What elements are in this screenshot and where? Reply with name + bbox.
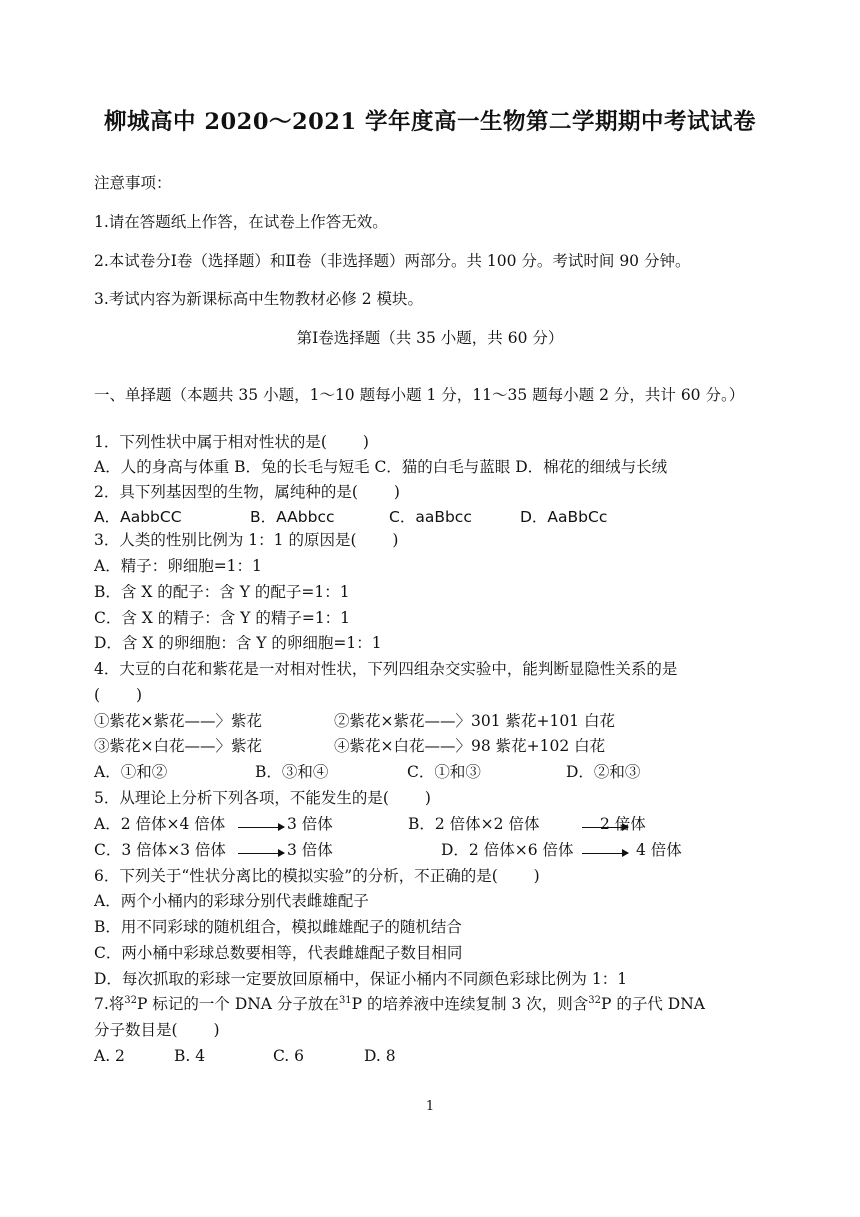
q7-sup-1: 32 <box>124 995 138 1006</box>
q7-text-3: P 的培养液中连续复制 3 次，则含 <box>351 995 589 1013</box>
exam-title: 柳城高中 2020～2021 学年度高一生物第二学期期中考试试卷 <box>104 109 756 135</box>
q3-option-d: D．含 X 的卵细胞：含 Y 的卵细胞=1：1 <box>94 634 382 652</box>
q6-option-b: B．用不同彩球的随机组合，模拟雌雄配子的随机结合 <box>94 918 462 936</box>
q4-option-c: C．①和③ <box>407 763 481 781</box>
q7-text-4: P 的子代 DNA <box>600 995 705 1013</box>
q5-option-c-right: 3 倍体 <box>287 841 333 859</box>
q2-stem: 2．具下列基因型的生物，属纯种的是( ) <box>94 483 400 501</box>
q3-option-c: C．含 X 的精子：含 Y 的精子=1：1 <box>94 609 351 627</box>
q4-cross-3: ③紫花×白花——〉紫花 <box>94 737 262 755</box>
q4-option-b: B．③和④ <box>255 763 329 781</box>
q3-stem: 3．人类的性别比例为 1：1 的原因是( ) <box>94 531 399 549</box>
q6-option-c: C．两小桶中彩球总数要相等，代表雌雄配子数目相同 <box>94 944 463 962</box>
q7-option-c: C. 6 <box>273 1047 305 1065</box>
q5-option-d-left: D．2 倍体×6 倍体 <box>441 841 574 859</box>
q5-option-c-left: C．3 倍体×3 倍体 <box>94 841 226 859</box>
q5-d-arrow-icon <box>582 853 628 854</box>
q4-cross-1: ①紫花×紫花——〉紫花 <box>94 712 262 730</box>
q7-option-d: D. 8 <box>364 1047 396 1065</box>
page-number: 1 <box>425 1099 435 1114</box>
q3-option-a: A．精子：卵细胞=1：1 <box>94 557 262 575</box>
q4-stem: 4．大豆的白花和紫花是一对相对性状，下列四组杂交实验中，能判断显隐性关系的是 <box>94 660 678 678</box>
q5-option-d-right: 4 倍体 <box>636 841 682 859</box>
q2-option-b: B．AAbbcc <box>250 508 335 526</box>
q6-option-d: D．每次抓取的彩球一定要放回原桶中，保证小桶内不同颜色彩球比例为 1：1 <box>94 970 628 988</box>
section-title: 一、单择题（本题共 35 小题，1～10 题每小题 1 分，11～35 题每小题 2 分，共计 60 分。） <box>94 386 745 404</box>
q5-option-b-right: 2 倍体 <box>600 815 646 833</box>
q6-option-a: A．两个小桶内的彩球分别代表雌雄配子 <box>94 892 369 910</box>
q2-option-d: D．AaBbCc <box>520 508 608 526</box>
q1-stem: 1．下列性状中属于相对性状的是( ) <box>94 433 369 451</box>
part-title: 第Ⅰ卷选择题（共 35 小题，共 60 分） <box>296 329 564 347</box>
q5-stem: 5．从理论上分析下列各项，不能发生的是( ) <box>94 789 431 807</box>
q7-stem-line-2: 分子数目是( ) <box>94 1021 220 1039</box>
q4-option-d: D．②和③ <box>566 763 641 781</box>
q2-option-c: C．aaBbcc <box>389 508 472 526</box>
q4-option-a: A．①和② <box>94 763 168 781</box>
q5-a-arrow-icon <box>238 827 284 828</box>
notice-item-1: 1.请在答题纸上作答，在试卷上作答无效。 <box>94 213 388 231</box>
q4-cross-4: ④紫花×白花——〉98 紫花+102 白花 <box>334 737 606 755</box>
q7-sup-3: 32 <box>588 995 601 1006</box>
q1-options: A．人的身高与体重 B．兔的长毛与短毛 C．猫的白毛与蓝眼 D．棉花的细绒与长绒 <box>94 458 668 476</box>
q4-cross-2: ②紫花×紫花——〉301 紫花+101 白花 <box>334 712 615 730</box>
notice-item-3: 3.考试内容为新课标高中生物教材必修 2 模块。 <box>94 290 424 308</box>
q6-stem: 6．下列关于“性状分离比的模拟实验”的分析，不正确的是( ) <box>94 867 540 885</box>
q5-option-b-left: B．2 倍体×2 倍体 <box>408 815 540 833</box>
q7-sup-2: 31 <box>338 995 352 1006</box>
q5-option-a-right: 3 倍体 <box>287 815 333 833</box>
q7-option-b: B. 4 <box>174 1047 206 1065</box>
q3-option-b: B．含 X 的配子：含 Y 的配子=1：1 <box>94 583 350 601</box>
q5-option-a-left: A．2 倍体×4 倍体 <box>94 815 226 833</box>
q2-option-a: A．AabbCC <box>94 508 182 526</box>
q5-c-arrow-icon <box>238 853 284 854</box>
q7-stem <box>94 994 705 1014</box>
q7-text-1: 7.将 <box>94 995 125 1013</box>
q4-stem-blank: ( ) <box>94 686 143 704</box>
q7-text-2: P 标记的一个 DNA 分子放在 <box>137 995 339 1013</box>
notice-heading: 注意事项： <box>94 174 172 192</box>
q7-option-a: A. 2 <box>94 1047 125 1065</box>
notice-item-2: 2.本试卷分Ⅰ卷（选择题）和Ⅱ卷（非选择题）两部分。共 100 分。考试时间 90 分钟。 <box>94 252 691 270</box>
